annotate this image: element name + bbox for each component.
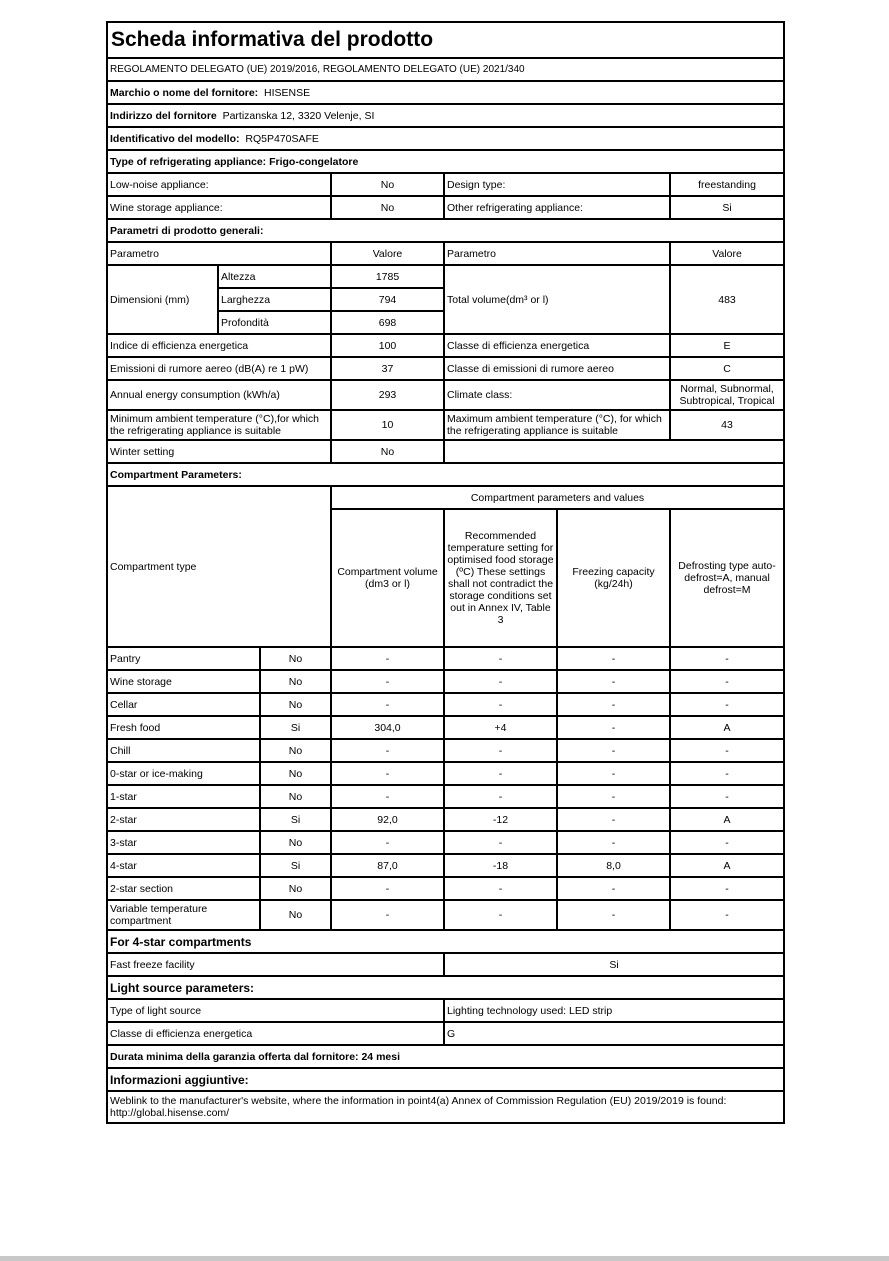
column-group-header: Compartment parameters and values xyxy=(331,486,784,509)
table-row xyxy=(107,900,784,930)
wine-storage-label: Wine storage appliance: xyxy=(107,196,331,219)
low-noise-value: No xyxy=(331,173,444,196)
compartment-freezing-capacity: - xyxy=(557,647,670,670)
max-temp-value: 43 xyxy=(670,410,784,440)
table-row xyxy=(107,173,784,196)
table-row xyxy=(107,440,784,463)
light-type-label: Type of light source xyxy=(107,999,444,1022)
address-row xyxy=(107,104,784,127)
climate-class-value: Normal, Subnormal, Subtropical, Tropical xyxy=(670,380,784,410)
compartment-name: Pantry xyxy=(107,647,260,670)
compartment-freezing-capacity: - xyxy=(557,831,670,854)
compartment-volume: - xyxy=(331,831,444,854)
table-header-row xyxy=(107,486,784,509)
compartment-temperature: - xyxy=(444,762,557,785)
depth-label: Profondità xyxy=(218,311,331,334)
compartment-defrost-type: - xyxy=(670,670,784,693)
compartment-temperature: +4 xyxy=(444,716,557,739)
compartment-defrost-type: - xyxy=(670,739,784,762)
noise-value: 37 xyxy=(331,357,444,380)
compartment-present: No xyxy=(260,670,331,693)
compartment-present: Si xyxy=(260,854,331,877)
noise-class-value: C xyxy=(670,357,784,380)
compartment-freezing-capacity: - xyxy=(557,670,670,693)
compartment-present: No xyxy=(260,785,331,808)
design-type-value: freestanding xyxy=(670,173,784,196)
energy-class-value: E xyxy=(670,334,784,357)
column-header-freezing-capacity: Freezing capacity (kg/24h) xyxy=(557,509,670,647)
supplier-label: Marchio o nome del fornitore: xyxy=(110,86,259,99)
total-volume-label: Total volume(dm³ or l) xyxy=(444,265,670,334)
compartment-freezing-capacity: - xyxy=(557,716,670,739)
compartment-temperature: - xyxy=(444,785,557,808)
compartment-temperature: - xyxy=(444,900,557,930)
table-row xyxy=(107,265,784,288)
compartment-volume: - xyxy=(331,762,444,785)
compartment-defrost-type: - xyxy=(670,900,784,930)
noise-class-label: Classe di emissioni di rumore aereo xyxy=(444,357,670,380)
low-noise-label: Low-noise appliance: xyxy=(107,173,331,196)
min-temp-label: Minimum ambient temperature (°C),for which the refrigerating appliance is suitable xyxy=(107,410,331,440)
height-value: 1785 xyxy=(331,265,444,288)
compartment-present: No xyxy=(260,647,331,670)
regulation-text: REGOLAMENTO DELEGATO (UE) 2019/2016, REGOLAMENTO DELEGATO (UE) 2021/340 xyxy=(107,58,784,81)
fast-freeze-label: Fast freeze facility xyxy=(107,953,444,976)
table-row xyxy=(107,693,784,716)
annual-energy-value: 293 xyxy=(331,380,444,410)
column-header-compartment-type: Compartment type xyxy=(107,486,331,647)
compartment-temperature: - xyxy=(444,739,557,762)
compartment-volume: - xyxy=(331,785,444,808)
max-temp-label: Maximum ambient temperature (°C), for which the refrigerating appliance is suitable xyxy=(444,410,670,440)
supplier-row xyxy=(107,81,784,104)
eei-label: Indice di efficienza energetica xyxy=(107,334,331,357)
light-class-label: Classe di efficienza energetica xyxy=(107,1022,444,1045)
wine-storage-value: No xyxy=(331,196,444,219)
compartment-volume: - xyxy=(331,739,444,762)
compartment-freezing-capacity: 8,0 xyxy=(557,854,670,877)
column-header-temperature: Recommended temperature setting for optimised food storage (ºC) These settings shall not contradict the storage conditions set out in Annex IV, Table 3 xyxy=(444,509,557,647)
width-value: 794 xyxy=(331,288,444,311)
compartment-freezing-capacity: - xyxy=(557,900,670,930)
compartment-defrost-type: A xyxy=(670,808,784,831)
section-heading-four-star: For 4-star compartments xyxy=(107,930,784,953)
compartment-present: No xyxy=(260,739,331,762)
winter-setting-label: Winter setting xyxy=(107,440,331,463)
compartment-temperature: - xyxy=(444,877,557,900)
compartment-freezing-capacity: - xyxy=(557,877,670,900)
column-header-value-2: Valore xyxy=(670,242,784,265)
table-row xyxy=(107,647,784,670)
compartment-name: 1-star xyxy=(107,785,260,808)
light-type-value: Lighting technology used: LED strip xyxy=(444,999,784,1022)
compartment-volume: 92,0 xyxy=(331,808,444,831)
depth-value: 698 xyxy=(331,311,444,334)
compartment-defrost-type: - xyxy=(670,693,784,716)
compartment-defrost-type: A xyxy=(670,716,784,739)
table-row xyxy=(107,808,784,831)
compartment-temperature: - xyxy=(444,647,557,670)
compartment-rows xyxy=(107,647,784,930)
compartment-defrost-type: - xyxy=(670,831,784,854)
height-label: Altezza xyxy=(218,265,331,288)
table-row xyxy=(107,999,784,1022)
compartment-present: Si xyxy=(260,716,331,739)
compartment-name: 2-star xyxy=(107,808,260,831)
compartment-name: Wine storage xyxy=(107,670,260,693)
address-label: Indirizzo del fornitore xyxy=(110,109,217,122)
table-row xyxy=(107,877,784,900)
compartment-volume: - xyxy=(331,647,444,670)
other-appliance-label: Other refrigerating appliance: xyxy=(444,196,670,219)
table-row xyxy=(107,380,784,410)
compartment-temperature: -18 xyxy=(444,854,557,877)
noise-label: Emissioni di rumore aereo (dB(A) re 1 pW) xyxy=(107,357,331,380)
width-label: Larghezza xyxy=(218,288,331,311)
column-header-volume: Compartment volume (dm3 or l) xyxy=(331,509,444,647)
compartment-freezing-capacity: - xyxy=(557,808,670,831)
compartment-temperature: - xyxy=(444,831,557,854)
column-header-defrosting-type: Defrosting type auto-defrost=A, manual defrost=M xyxy=(670,509,784,647)
compartment-temperature: -12 xyxy=(444,808,557,831)
section-heading-compartments: Compartment Parameters: xyxy=(107,463,784,486)
annual-energy-label: Annual energy consumption (kWh/a) xyxy=(107,380,331,410)
compartment-volume: - xyxy=(331,900,444,930)
model-value: RQ5P470SAFE xyxy=(245,132,319,145)
other-appliance-value: Si xyxy=(670,196,784,219)
compartment-present: No xyxy=(260,877,331,900)
section-heading-general: Parametri di prodotto generali: xyxy=(107,219,784,242)
fast-freeze-value: Si xyxy=(444,953,784,976)
compartment-name: 4-star xyxy=(107,854,260,877)
compartment-name: Chill xyxy=(107,739,260,762)
column-header-parameter-2: Parametro xyxy=(444,242,670,265)
compartment-present: Si xyxy=(260,808,331,831)
compartment-name: Cellar xyxy=(107,693,260,716)
table-row xyxy=(107,357,784,380)
climate-class-label: Climate class: xyxy=(444,380,670,410)
model-label: Identificativo del modello: xyxy=(110,132,240,145)
table-row xyxy=(107,953,784,976)
column-header-parameter: Parametro xyxy=(107,242,331,265)
energy-class-label: Classe di efficienza energetica xyxy=(444,334,670,357)
dimensions-label: Dimensioni (mm) xyxy=(107,265,218,334)
compartment-freezing-capacity: - xyxy=(557,693,670,716)
compartment-volume: - xyxy=(331,877,444,900)
additional-info-text: Weblink to the manufacturer's website, where the information in point4(a) Annex of Commission Regulation (EU) 2019/2019 is found: http://global.hisense.com/ xyxy=(107,1091,784,1123)
compartment-present: No xyxy=(260,831,331,854)
table-row xyxy=(107,670,784,693)
appliance-type-row xyxy=(107,150,784,173)
page-bottom-bar xyxy=(0,1256,889,1261)
compartment-present: No xyxy=(260,693,331,716)
table-row xyxy=(107,334,784,357)
compartment-temperature: - xyxy=(444,670,557,693)
column-header-value: Valore xyxy=(331,242,444,265)
table-row xyxy=(107,762,784,785)
eei-value: 100 xyxy=(331,334,444,357)
compartment-name: Fresh food xyxy=(107,716,260,739)
compartment-defrost-type: - xyxy=(670,877,784,900)
compartment-freezing-capacity: - xyxy=(557,762,670,785)
section-heading-additional: Informazioni aggiuntive: xyxy=(107,1068,784,1091)
table-header-row xyxy=(107,242,784,265)
model-row xyxy=(107,127,784,150)
page-title: Scheda informativa del prodotto xyxy=(107,22,784,58)
compartment-name: Variable temperature compartment xyxy=(107,900,260,930)
compartment-volume: - xyxy=(331,693,444,716)
light-class-value: G xyxy=(444,1022,784,1045)
winter-setting-value: No xyxy=(331,440,444,463)
table-row xyxy=(107,739,784,762)
table-row xyxy=(107,854,784,877)
compartment-present: No xyxy=(260,762,331,785)
total-volume-value: 483 xyxy=(670,265,784,334)
empty-cell xyxy=(444,440,784,463)
compartment-volume: 304,0 xyxy=(331,716,444,739)
section-heading-light: Light source parameters: xyxy=(107,976,784,999)
compartment-volume: 87,0 xyxy=(331,854,444,877)
product-table xyxy=(106,21,785,1124)
design-type-label: Design type: xyxy=(444,173,670,196)
compartment-temperature: - xyxy=(444,693,557,716)
compartment-defrost-type: - xyxy=(670,762,784,785)
compartment-present: No xyxy=(260,900,331,930)
table-row xyxy=(107,196,784,219)
warranty-row: Durata minima della garanzia offerta dal fornitore: 24 mesi xyxy=(107,1045,784,1068)
compartment-name: 2-star section xyxy=(107,877,260,900)
compartment-name: 0-star or ice-making xyxy=(107,762,260,785)
compartment-defrost-type: - xyxy=(670,785,784,808)
supplier-value: HISENSE xyxy=(264,86,311,99)
compartment-defrost-type: A xyxy=(670,854,784,877)
compartment-defrost-type: - xyxy=(670,647,784,670)
table-row xyxy=(107,716,784,739)
address-value: Partizanska 12, 3320 Velenje, SI xyxy=(222,109,375,122)
compartment-freezing-capacity: - xyxy=(557,785,670,808)
appliance-type-label: Type of refrigerating appliance: xyxy=(110,155,267,168)
product-information-sheet xyxy=(106,21,783,1124)
table-row xyxy=(107,1022,784,1045)
compartment-name: 3-star xyxy=(107,831,260,854)
min-temp-value: 10 xyxy=(331,410,444,440)
compartment-freezing-capacity: - xyxy=(557,739,670,762)
table-row xyxy=(107,831,784,854)
table-row xyxy=(107,785,784,808)
appliance-type-value: Frigo-congelatore xyxy=(269,155,359,168)
compartment-volume: - xyxy=(331,670,444,693)
table-row xyxy=(107,410,784,440)
